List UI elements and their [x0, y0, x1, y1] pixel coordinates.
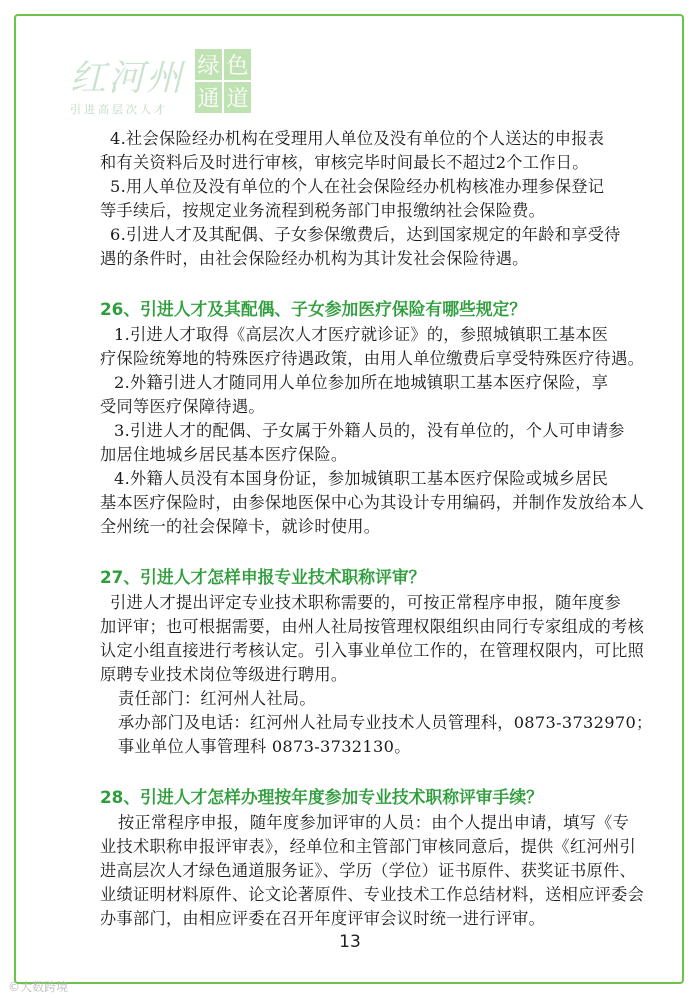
logo-subtitle: 引进高层次人才	[70, 103, 168, 116]
paragraph-line: 疗保险统筹地的特殊医疗待遇政策，由用人单位缴费后享受特殊医疗待遇。	[100, 349, 645, 368]
paragraph-line: 原聘专业技术岗位等级进行聘用。	[100, 665, 348, 684]
logo	[70, 48, 260, 116]
paragraph-line: 等手续后，按规定业务流程到税务部门申报缴纳社会保险费。	[100, 201, 546, 220]
logo-title: 红河州	[70, 58, 185, 99]
responsible-department: 责任部门：红河州人社局。	[118, 689, 316, 708]
paragraph-line: 遇的条件时，由社会保险经办机构为其计发社会保险待遇。	[100, 249, 529, 268]
paragraph-line: 3.引进人才的配偶、子女属于外籍人员的，没有单位的，个人可申请参	[114, 421, 625, 440]
paragraph-line: 办事部门，由相应评委在召开年度评审会议时统一进行评审。	[100, 909, 546, 928]
paragraph-line: 业技术职称申报评审表》，经单位和主管部门审核同意后，提供《红河州引	[100, 837, 636, 856]
paragraph-line: 进高层次人才绿色通道服务证》、学历（学位）证书原件、获奖证书原件、	[100, 861, 636, 880]
paragraph-line: 业绩证明材料原件、论文论著原件、专业技术工作总结材料，送相应评委会	[100, 885, 645, 904]
contact-phone: 事业单位人事管理科 0873-3732130。	[118, 737, 411, 756]
section-26	[100, 323, 645, 539]
paragraph-line: 加居住地城乡居民基本医疗保险。	[100, 445, 348, 464]
section-28	[100, 811, 645, 931]
logo-char: 绿	[195, 49, 222, 80]
section-27	[100, 591, 653, 759]
paragraph-line: 认定小组直接进行考核认定。引入事业单位工作的，在管理权限内，可比照	[100, 641, 645, 660]
logo-char: 道	[224, 82, 251, 113]
paragraph-line: 受同等医疗保障待遇。	[100, 397, 265, 416]
paragraph-line: 2.外籍引进人才随同用人单位参加所在地城镇职工基本医疗保险，享	[114, 373, 609, 392]
page-number: 13	[339, 932, 361, 952]
paragraph-line: 4.社会保险经办机构在受理用人单位及没有单位的个人送达的申报表	[110, 129, 605, 148]
paragraph-line: 和有关资料后及时进行审核，审核完毕时间最长不超过2个工作日。	[100, 153, 589, 172]
watermark: ©大数跨境	[8, 980, 69, 994]
logo-char: 通	[195, 82, 222, 113]
paragraph-line: 基本医疗保险时，由参保地医保中心为其设计专用编码，并制作发放给本人	[100, 493, 645, 512]
paragraph-line: 5.用人单位及没有单位的个人在社会保险经办机构核准办理参保登记	[110, 177, 605, 196]
paragraph-line: 4.外籍人员没有本国身份证，参加城镇职工基本医疗保险或城乡居民	[114, 469, 609, 488]
paragraph-line: 1.引进人才取得《高层次人才医疗就诊证》的，参照城镇职工基本医	[114, 325, 609, 344]
section-social-insurance	[100, 127, 640, 271]
paragraph-line: 引进人才提出评定专业技术职称需要的，可按正常程序申报，随年度参	[110, 593, 622, 612]
heading-28: 28、引进人才怎样办理按年度参加专业技术职称评审手续？	[100, 787, 543, 807]
paragraph-line: 加评审；也可根据需要，由州人社局按管理权限组织由同行专家组成的考核	[100, 617, 645, 636]
paragraph-line: 6.引进人才及其配偶、子女参保缴费后，达到国家规定的年龄和享受待	[110, 225, 621, 244]
heading-26: 26、引进人才及其配偶、子女参加医疗保险有哪些规定？	[100, 299, 527, 319]
paragraph-line: 全州统一的社会保障卡，就诊时使用。	[100, 517, 381, 536]
document-body	[100, 127, 653, 931]
logo-char: 色	[224, 49, 251, 80]
logo-green-channel-box	[194, 48, 252, 112]
contact-phone: 承办部门及电话：红河州人社局专业技术人员管理科，0873-3732970；	[118, 713, 653, 732]
heading-27: 27、引进人才怎样申报专业技术职称评审？	[100, 567, 426, 587]
paragraph-line: 按正常程序申报，随年度参加评审的人员：由个人提出申请，填写《专	[118, 813, 630, 832]
